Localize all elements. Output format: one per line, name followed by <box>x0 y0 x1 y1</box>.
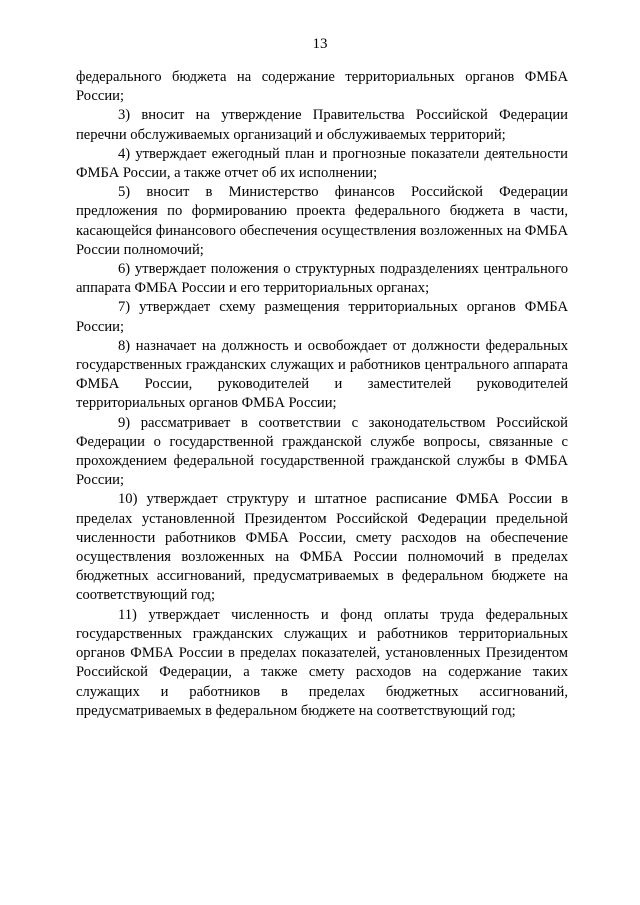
paragraph-item-7: 7) утверждает схему размещения территориальных органов ФМБА России; <box>76 299 568 335</box>
page-number: 13 <box>312 36 328 52</box>
paragraph-item-10: 10) утверждает структуру и штатное расписание ФМБА России в пределах установленной Президентом Российской Федерации предельной численности работников ФМБА России, смету расходов на обеспечение осуществления возложенных на ФМБА России полномочий в пределах бюджетных ассигнований, предусматриваемых в федеральном бюджете на соответствующий год; <box>76 491 568 604</box>
paragraph-item-9: 9) рассматривает в соответствии с законодательством Российской Федерации о государственной гражданской службе вопросы, связанные с прохождением федеральной государственной гражданской службы в ФМБА России; <box>76 414 568 489</box>
paragraph-item-5: 5) вносит в Министерство финансов Российской Федерации предложения по формированию проекта федерального бюджета в части, касающейся финансового обеспечения осуществления возложенных на ФМБА России полномочий; <box>76 184 568 258</box>
paragraph-item-4: 4) утверждает ежегодный план и прогнозные показатели деятельности ФМБА России, а также отчет об их исполнении; <box>76 145 568 182</box>
paragraph-continuation: федерального бюджета на содержание территориальных органов ФМБА России; <box>76 69 568 105</box>
paragraph-item-3: 3) вносит на утверждение Правительства Российской Федерации перечни обслуживаемых организаций и обслуживаемых территорий; <box>76 107 568 143</box>
document-body <box>76 68 568 721</box>
paragraph-item-11: 11) утверждает численность и фонд оплаты труда федеральных государственных гражданских служащих и работников территориальных органов ФМБА России в пределах показателей, установленных Президентом Российской Федерации, а также смету расходов на содержание таких служащих и работников в пределах бюджетных ассигнований, предусматриваемых в федеральном бюджете на соответствующий год; <box>76 606 568 719</box>
paragraph-item-6: 6) утверждает положения о структурных подразделениях центрального аппарата ФМБА России и его территориальных органах; <box>76 261 568 297</box>
paragraph-item-8: 8) назначает на должность и освобождает от должности федеральных государственных гражданских служащих и работников центрального аппарата ФМБА России, руководителей и заместителей руководителей территориальных органов ФМБА России; <box>76 337 568 412</box>
